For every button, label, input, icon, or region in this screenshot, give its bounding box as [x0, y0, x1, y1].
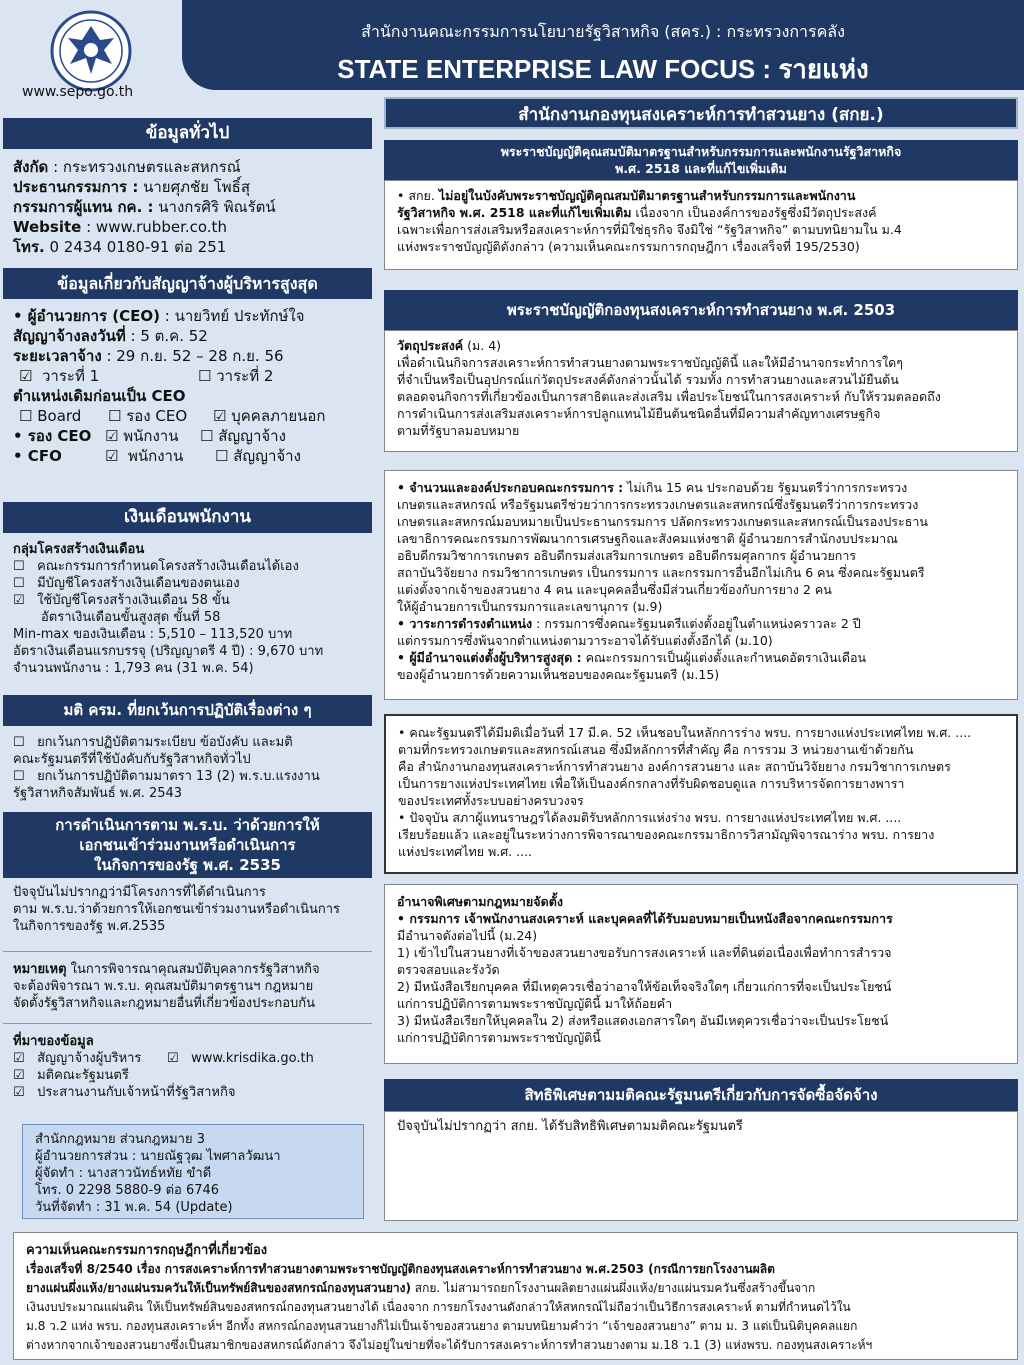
- term-l1: : กรรมการซึ่งคณะรัฐมนตรีแต่งตั้งอยู่ในตำแหน่งคราวละ 2 ปี: [532, 616, 861, 631]
- prev-position-label: ตำแหน่งเดิมก่อนเป็น CEO: [13, 387, 186, 405]
- ceo-l3-value: : 29 ก.ย. 52 – 28 ก.ย. 56: [101, 347, 284, 365]
- general-l4-value[interactable]: : www.rubber.co.th: [81, 218, 227, 236]
- website-link[interactable]: www.sepo.go.th: [22, 84, 134, 100]
- cabinet-box: [384, 714, 1018, 874]
- std-p2b: เนื่องจาก เป็นองค์การของรัฐซึ่งมีวัตถุประสงค์: [631, 205, 877, 220]
- board-box: [384, 470, 1018, 700]
- exempt-opt2b: รัฐวิสาหกิจสัมพันธ์ พ.ศ. 2543: [13, 786, 183, 801]
- general-info: [13, 157, 373, 257]
- std-p2a: รัฐวิสาหกิจ พ.ศ. 2518 และที่แก้ไขเพิ่มเติม: [397, 205, 632, 220]
- cabinet-l5: ของประเทศทั้งระบบอย่างครบวงจร: [398, 793, 584, 808]
- exempt-opt1b: คณะรัฐมนตรีที่ใช้บังคับกับรัฐวิสาหกิจทั่วไป: [13, 752, 251, 767]
- source3-label: มติคณะรัฐมนตรี: [37, 1068, 129, 1083]
- cabinet-l8: แห่งประเทศไทย พ.ศ. ....: [398, 844, 533, 859]
- source4-checkbox: ☑: [13, 1085, 25, 1100]
- general-l3-value: นางกรศิริ พิณรัตน์: [153, 198, 276, 216]
- std-act-heading-l2: พ.ศ. 2518 และที่แก้ไขเพิ่มเติม: [615, 161, 787, 176]
- opinion-l2b: สกย. ไม่สามารถยกโรงงานผลิตยางแผ่นผึ่งแห้ง/ยางแผ่นรมควันซึ่งสร้างขึ้นจาก: [410, 1281, 816, 1295]
- cfo2-checkbox: ☐: [215, 447, 229, 465]
- source4-label: ประสานงานกับเจ้าหน้าที่รัฐวิสาหกิจ: [37, 1085, 236, 1100]
- term2-label: วาระที่ 2: [216, 367, 274, 385]
- salary-minmax: Min-max ของเงินเดือน : 5,510 – 113,520 บาท: [13, 627, 293, 642]
- power-l2: 1) เข้าไปในสวนยางที่เจ้าของสวนยางขอรับการสงเคราะห์ และที่ดินต่อเนื่องเพื่อทำการสำรวจ: [397, 945, 892, 960]
- contact-l3: ผู้จัดทำ : นางสาวนัทธ์หทัย ขำดี: [35, 1166, 212, 1181]
- board-l1: ไม่เกิน 15 คน ประกอบด้วย รัฐมนตรีว่าการกระทรวง: [623, 480, 908, 495]
- power-l3: ตรวจสอบและรังวัด: [397, 962, 500, 977]
- std-p1a: • สกย.: [397, 188, 439, 203]
- salary-heading: เงินเดือนพนักงาน: [3, 502, 372, 533]
- ppp-text-l2: ตาม พ.ร.บ.ว่าด้วยการให้เอกชนเข้าร่วมงานหรือดำเนินการ: [13, 902, 340, 917]
- objective-l1: เพื่อดำเนินกิจการสงเคราะห์การทำสวนยางตามพระราชบัญญัตินี้ และให้มีอำนาจกระทำการใดๆ: [397, 355, 904, 370]
- opinion-l4: ม.8 ว.2 แห่ง พรบ. กองทุนสงเคราะห์ฯ อีกทั้ง สหกรณ์กองทุนสวนยางก็ไม่เป็นเจ้าของสวนยาง ตามบทนิยามคำว่า “เจ้าของสวนยาง” ตาม ม. 3 แต่เป็นนิติบุคคลแยก: [26, 1319, 858, 1333]
- sources-heading: ที่มาของข้อมูล: [13, 1034, 94, 1049]
- board-l2: เกษตรและสหกรณ์ หรือรัฐมนตรีช่วยว่าการกระทรวงเกษตรและสหกรณ์ซึ่งรัฐมนตรีว่าการกระทรวง: [397, 497, 919, 512]
- general-l4-label: Website: [13, 218, 82, 236]
- ceo-l2-label: สัญญาจ้างลงวันที่: [13, 327, 126, 345]
- general-l2-value: นายศุภชัย โพธิ์สุ: [138, 178, 250, 196]
- term1-checkbox: ☑: [19, 367, 33, 385]
- ceo-l1-label: • ผู้อำนวยการ (CEO): [13, 307, 160, 325]
- board-l3: เกษตรและสหกรณ์มอบหมายเป็นประธานกรรมการ ปลัดกระทรวงเกษตรและสหกรณ์เป็นรองประธาน: [397, 514, 928, 529]
- cabinet-l3: คือ สำนักงานกองทุนสงเคราะห์การทำสวนยาง องค์การสวนยาง และ สถาบันวิจัยยาง กรมวิชาการเกษตร: [398, 759, 951, 774]
- prev2-label: รอง CEO: [126, 407, 188, 425]
- general-heading: ข้อมูลทั่วไป: [3, 118, 372, 149]
- dep1-label: พนักงาน: [123, 427, 179, 445]
- contact-l4: โทร. 0 2298 5880-9 ต่อ 6746: [35, 1183, 220, 1198]
- procurement-heading: สิทธิพิเศษตามมติคณะรัฐมนตรีเกี่ยวกับการจัดซื้อจัดจ้าง: [384, 1079, 1018, 1111]
- cabinet-l2: ตามที่กระทรวงเกษตรและสหกรณ์เสนอ ซึ่งมีหลักการที่สำคัญ คือ การรวม 3 หน่วยงานเข้าด้วยกัน: [398, 742, 914, 757]
- board-l5: อธิบดีกรมวิชาการเกษตร อธิบดีกรมส่งเสริมการเกษตร อธิบดีกรมศุลกากร ผู้อำนวยการ: [397, 548, 857, 563]
- cabinet-l7: เรียบร้อยแล้ว และอยู่ในระหว่างการพิจารณาของคณะกรรมาธิการวิสามัญพิจารณาร่าง พรบ. การยาง: [398, 827, 935, 842]
- prev3-label: บุคคลภายนอก: [231, 407, 326, 425]
- objective-l3: ตลอดจนกิจการที่เกี่ยวข้องเป็นการสาธิตและส่งเสริม เพื่อประโยชน์ในการสงเคราะห์ กับให้รวมตลอดถึง: [397, 389, 941, 404]
- org-title: สำนักงานกองทุนสงเคราะห์การทำสวนยาง (สกย.): [384, 97, 1018, 129]
- salary-info: [13, 541, 373, 677]
- source2-label[interactable]: www.krisdika.go.th: [191, 1051, 314, 1066]
- prev1-label: Board: [37, 407, 82, 425]
- power-l7: แก่การปฏิบัติการตามพระราชบัญญัตินี้: [397, 1030, 601, 1045]
- sepo-logo: [50, 10, 132, 92]
- dep1-checkbox: ☑: [105, 427, 119, 445]
- divider-2: [3, 1023, 372, 1024]
- note-label: หมายเหตุ: [13, 962, 67, 977]
- std-act-heading: [384, 140, 1018, 180]
- cfo2-label: สัญญาจ้าง: [233, 447, 301, 465]
- deputy-label: • รอง CEO: [13, 427, 92, 445]
- cfo1-checkbox: ☑: [105, 447, 119, 465]
- special-power-box: [384, 884, 1018, 1064]
- header-subtitle: สำนักงานคณะกรรมการนโยบายรัฐวิสาหกิจ (สคร.) : กระทรวงการคลัง: [361, 22, 845, 41]
- board-label: • จำนวนและองค์ประกอบคณะกรรมการ :: [397, 480, 624, 495]
- appoint-label: • ผู้มีอำนาจแต่งตั้งผู้บริหารสูงสุด :: [397, 650, 582, 665]
- opinion-l5: ต่างหากจากเจ้าของสวนยางซึ่งเป็นสมาชิกของสหกรณ์ดังกล่าว จึงไม่อยู่ในข่ายที่จะได้รับการสงเคราะห์การทำสวนยางตาม ม.18 ว.1 (3) แห่งพรบ. กองทุนสงเคราะห์ฯ: [26, 1338, 873, 1352]
- general-l5-value: 0 2434 0180-91 ต่อ 251: [44, 238, 227, 256]
- board-l7: แต่งตั้งจากเจ้าของสวนยาง 4 คน และบุคคลอื่นซึ่งมีส่วนเกี่ยวข้องกับการยาง 2 คน: [397, 582, 832, 597]
- term-label: • วาระการดำรงตำแหน่ง: [397, 616, 533, 631]
- power-label: • กรรมการ เจ้าพนักงานสงเคราะห์ และบุคคลที่ได้รับมอบหมายเป็นหนังสือจากคณะกรรมการ: [397, 911, 893, 926]
- opinion-l2a: ยางแผ่นผึ่งแห้ง/ยางแผ่นรมควันให้เป็นทรัพย์สินของสหกรณ์กองทุนสวนยาง): [26, 1281, 411, 1295]
- salary-opt2: มีบัญชีโครงสร้างเงินเดือนของตนเอง: [37, 576, 240, 591]
- general-l1-value: : กระทรวงเกษตรและสหกรณ์: [48, 158, 241, 176]
- contact-l5: วันที่จัดทำ : 31 พ.ค. 54 (Update): [35, 1200, 233, 1215]
- general-l3-label: กรรมการผู้แทน กค. :: [13, 198, 154, 216]
- opinion-l3: เงินงบประมาณแผ่นดิน ให้เป็นทรัพย์สินของสหกรณ์กองทุนสวนยางได้ เนื่องจาก การยกโรงงานดังกล่าวให้สหกรณ์ไม่ถือว่าเป็นวิธีการสงเคราะห์ ตามที่กำหนดไว้ใน: [26, 1300, 851, 1314]
- header-title: STATE ENTERPRISE LAW FOCUS : รายแห่ง: [337, 54, 869, 84]
- salary-opt1: คณะกรรมการกำหนดโครงสร้างเงินเดือนได้เอง: [37, 559, 299, 574]
- prev3-checkbox: ☑: [213, 407, 227, 425]
- objective-l5: ตามที่รัฐบาลมอบหมาย: [397, 423, 520, 438]
- std-act-box: [384, 180, 1018, 270]
- salary-start: อัตราเงินเดือนแรกบรรจุ (ปริญญาตรี 4 ปี) : 9,670 บาท: [13, 644, 324, 659]
- board-l4: เลขาธิการคณะกรรมการพัฒนาการเศรษฐกิจและสังคมแห่งชาติ ผู้อำนวยการสำนักงบประมาณ: [397, 531, 898, 546]
- power-heading: อำนาจพิเศษตามกฎหมายจัดตั้ง: [397, 894, 563, 909]
- std-p3: เฉพาะเพื่อการส่งเสริมหรือสงเคราะห์การที่มิใช่ธุรกิจ จึงมิใช่ “รัฐวิสาหกิจ” ตามบทนิยามใน ม.4: [397, 222, 902, 237]
- cabinet-exempt-heading: มติ ครม. ที่ยกเว้นการปฏิบัติเรื่องต่าง ๆ: [3, 695, 372, 726]
- ppp-text-l3: ในกิจการของรัฐ พ.ศ.2535: [13, 919, 166, 934]
- cfo1-label: พนักงาน: [128, 447, 184, 465]
- note-text: [13, 961, 373, 1012]
- contact-l2: ผู้อำนวยการส่วน : นายณัฐวุฒ ไพศาลวัฒนา: [35, 1149, 281, 1164]
- salary-opt3: ใช้บัญชีโครงสร้างเงินเดือน 58 ขั้น: [37, 593, 230, 608]
- general-l1-label: สังกัด: [13, 158, 49, 176]
- ceo-l2-value: : 5 ต.ค. 52: [125, 327, 208, 345]
- salary-group-label: กลุ่มโครงสร้างเงินเดือน: [13, 542, 145, 557]
- power-l6: 3) มีหนังสือเรียกให้บุคคลใน 2) ส่งหรือแสดงเอกสารใดๆ อันมีเหตุควรเชื่อว่าจะเป็นประโยชน์: [397, 1013, 889, 1028]
- cabinet-l1: • คณะรัฐมนตรีได้มีมติเมื่อวันที่ 17 มี.ค. 52 เห็นชอบในหลักการร่าง พรบ. การยางแห่งประเทศไทย พ.ศ. ....: [398, 725, 972, 740]
- objective-label: วัตถุประสงค์: [397, 338, 464, 353]
- power-l1: มีอำนาจดังต่อไปนี้ (ม.24): [397, 928, 538, 943]
- note-l2: จะต้องพิจารณา พ.ร.บ. คุณสมบัติมาตรฐานฯ กฎหมาย: [13, 979, 314, 994]
- salary-opt2-checkbox: ☐: [13, 576, 25, 591]
- exempt-opt2: ยกเว้นการปฏิบัติตามมาตรา 13 (2) พ.ร.บ.แรงงาน: [37, 769, 320, 784]
- opinion-box: [13, 1232, 1018, 1360]
- objective-l2: ที่จำเป็นหรือเป็นอุปกรณ์แก่วัตถุประสงค์ดังกล่าวนั้นได้ รวมทั้ง การทำสวนยางและสวนไม้ยืนต้น: [397, 372, 899, 387]
- source2-checkbox: ☑: [167, 1051, 179, 1066]
- ceo-heading: ข้อมูลเกี่ยวกับสัญญาจ้างผู้บริหารสูงสุด: [3, 268, 372, 299]
- term2-checkbox: ☐: [198, 367, 212, 385]
- prev1-checkbox: ☐: [19, 407, 33, 425]
- exempt-opt2-checkbox: ☐: [13, 769, 25, 784]
- term-l2: แต่กรรมการซึ่งพ้นจากตำแหน่งตามวาระอาจได้รับแต่งตั้งอีกได้ (ม.10): [397, 633, 773, 648]
- opinion-l1: เรื่องเสร็จที่ 8/2540 เรื่อง การสงเคราะห์การทำสวนยางตามพระราชบัญญัติกองทุนสงเคราะห์การทำสวนยาง พ.ศ.2503 (กรณีการยกโรงงานผลิต: [26, 1262, 775, 1276]
- contact-l1: สำนักกฎหมาย ส่วนกฎหมาย 3: [35, 1132, 205, 1147]
- appoint-l2: ของผู้อำนวยการด้วยความเห็นชอบของคณะรัฐมนตรี (ม.15): [397, 667, 720, 682]
- objective-box: [384, 330, 1018, 452]
- fund-act-heading: พระราชบัญญัติกองทุนสงเคราะห์การทำสวนยาง พ.ศ. 2503: [384, 290, 1018, 330]
- source3-checkbox: ☑: [13, 1068, 25, 1083]
- power-l5: แก่การปฏิบัติการตามพระราชบัญญัตินี้ มาให้ถ้อยคำ: [397, 996, 673, 1011]
- exempt-opt1-checkbox: ☐: [13, 735, 25, 750]
- salary-staff: จำนวนพนักงาน : 1,793 คน (31 พ.ค. 54): [13, 661, 254, 676]
- appoint-l1: คณะกรรมการเป็นผู้แต่งตั้งและกำหนดอัตราเงินเดือน: [581, 650, 867, 665]
- ceo-l1-value: : นายวิทย์ ประทักษ์ใจ: [160, 307, 305, 325]
- std-act-heading-l1: พระราชบัญญัติคุณสมบัติมาตรฐานสำหรับกรรมการและพนักงานรัฐวิสาหกิจ: [500, 144, 902, 159]
- divider-1: [3, 951, 372, 952]
- cfo-label: • CFO: [13, 447, 62, 465]
- salary-opt3-checkbox: ☑: [13, 593, 25, 608]
- board-l8: ให้ผู้อำนวยการเป็นกรรมการและเลขานุการ (ม.9): [397, 599, 663, 614]
- dep2-checkbox: ☐: [200, 427, 214, 445]
- note-l3: จัดตั้งรัฐวิสาหกิจและกฎหมายอื่นที่เกี่ยวข้องประกอบกัน: [13, 996, 316, 1011]
- note-l1: ในการพิจารณาคุณสมบัติบุคลากรรัฐวิสาหกิจ: [66, 962, 320, 977]
- ppp-heading-line3: ในกิจการของรัฐ พ.ศ. 2535: [94, 856, 281, 874]
- ppp-text: [13, 884, 373, 935]
- ppp-heading-line2: เอกชนเข้าร่วมงานหรือดำเนินการ: [79, 836, 296, 854]
- page-header: [182, 0, 1024, 90]
- power-l4: 2) มีหนังสือเรียกบุคคล ที่มีเหตุควรเชื่อว่าอาจให้ข้อเท็จจริงใดๆ เกี่ยวแก่การที่จะเป็นประโยชน์: [397, 979, 892, 994]
- procurement-box: [384, 1111, 1018, 1221]
- std-p1b: ไม่อยู่ในบังคับพระราชบัญญัติคุณสมบัติมาตรฐานสำหรับกรรมการและพนักงาน: [438, 188, 856, 203]
- dep2-label: สัญญาจ้าง: [218, 427, 286, 445]
- source1-label: สัญญาจ้างผู้บริหาร: [37, 1051, 142, 1066]
- procurement-text: ปัจจุบันไม่ปรากฏว่า สกย. ได้รับสิทธิพิเศษตามมติคณะรัฐมนตรี: [397, 1119, 743, 1134]
- ceo-info: [13, 306, 373, 466]
- salary-opt1-checkbox: ☐: [13, 559, 25, 574]
- source1-checkbox: ☑: [13, 1051, 25, 1066]
- opinion-heading: ความเห็นคณะกรรมการกฤษฎีกาที่เกี่ยวข้อง: [26, 1243, 268, 1258]
- salary-opt3b: อัตราเงินเดือนขั้นสูงสุด ขั้นที่ 58: [41, 610, 221, 625]
- general-l2-label: ประธานกรรมการ :: [13, 178, 139, 196]
- board-l6: สถาบันวิจัยยาง กรมวิชาการเกษตร เป็นกรรมการ และกรรมการอื่นอีกไม่เกิน 6 คน ซึ่งคณะรัฐมนตรี: [397, 565, 925, 580]
- ppp-heading: [3, 812, 372, 878]
- general-l5-label: โทร.: [13, 238, 45, 256]
- sources-block: [13, 1033, 373, 1101]
- cabinet-l6: • ปัจจุบัน สภาผู้แทนราษฎรได้ลงมติรับหลักการแห่งร่าง พรบ. การยางแห่งประเทศไทย พ.ศ. ....: [398, 810, 902, 825]
- cabinet-l4: เป็นการยางแห่งประเทศไทย เพื่อให้เป็นองค์กรกลางที่รับผิดชอบดูแล การบริหารจัดการยางพารา: [398, 776, 905, 791]
- prev2-checkbox: ☐: [108, 407, 122, 425]
- exempt-opt1: ยกเว้นการปฏิบัติตามระเบียบ ข้อบังคับ และมติ: [37, 735, 293, 750]
- ceo-l3-label: ระยะเวลาจ้าง: [13, 347, 102, 365]
- ppp-text-l1: ปัจจุบันไม่ปรากฏว่ามีโครงการที่ได้ดำเนินการ: [13, 885, 266, 900]
- cabinet-exempt-info: [13, 734, 373, 802]
- term1-label: วาระที่ 1: [42, 367, 100, 385]
- ppp-heading-line1: การดำเนินการตาม พ.ร.บ. ว่าด้วยการให้: [55, 816, 320, 834]
- contact-box: [22, 1124, 364, 1219]
- std-p4: แห่งพระราชบัญญัติดังกล่าว (ความเห็นคณะกรรมการกฤษฎีกา เรื่องเสร็จที่ 195/2530): [397, 239, 860, 254]
- objective-l4: การดำเนินการส่งเสริมสงเคราะห์การปลูกแทนไม้ยืนต้นชนิดอื่นที่มีความสำคัญทางเศรษฐกิจ: [397, 406, 881, 421]
- objective-ref: (ม. 4): [463, 338, 502, 353]
